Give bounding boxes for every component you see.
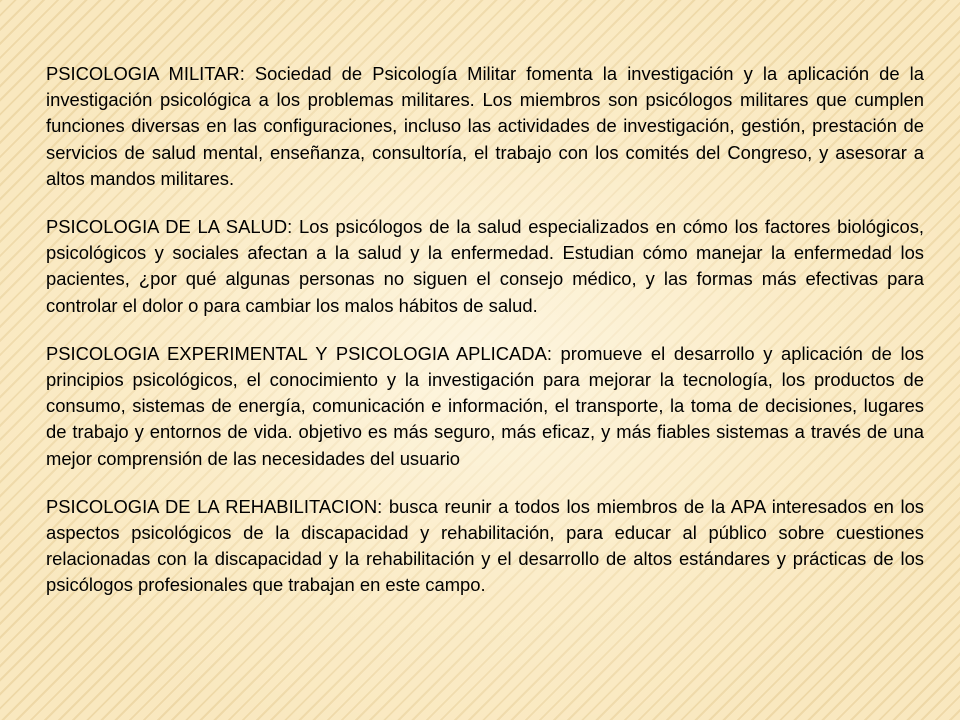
- paragraph-psicologia-de-la-salud: PSICOLOGIA DE LA SALUD: Los psicólogos de la salud especializados en cómo los factores biológicos, psicológicos y sociales afectan a la salud y la enfermedad. Estudian cómo manejar la enfermedad los pacientes, ¿por qué algunas personas no siguen el consejo médico, y las formas más efectivas para controlar el dolor o para cambiar los malos hábitos de salud.: [46, 216, 924, 316]
- paragraph-psicologia-experimental-aplicada: PSICOLOGIA EXPERIMENTAL Y PSICOLOGIA APLICADA: promueve el desarrollo y aplicación de los principios psicológicos, el conocimiento y la investigación para mejorar la tecnología, los productos de consumo, sistemas de energía, comunicación e información, el transporte, la toma de decisiones, lugares de trabajo y entornos de vida. objetivo es más seguro, más eficaz, y más fiables sistemas a través de una mejor comprensión de las necesidades del usuario: [46, 342, 924, 469]
- paragraph-psicologia-militar: PSICOLOGIA MILITAR: Sociedad de Psicología Militar fomenta la investigación y la aplicación de la investigación psicológica a los problemas militares. Los miembros son psicólogos militares que cumplen funciones diversas en las configuraciones, incluso las actividades de investigación, gestión, prestación de servicios de salud mental, enseñanza, consultoría, el trabajo con los comités del Congreso, y asesorar a altos mandos militares.: [46, 63, 924, 189]
- paragraph-psicologia-rehabilitacion: PSICOLOGIA DE LA REHABILITACION: busca reunir a todos los miembros de la APA interesados en los aspectos psicológicos de la discapacidad y rehabilitación, para educar al público sobre cuestiones relacionadas con la discapacidad y la rehabilitación y el desarrollo de altos estándares y prácticas de los psicólogos profesionales que trabajan en este campo.: [46, 495, 924, 596]
- slide-body: [46, 61, 924, 621]
